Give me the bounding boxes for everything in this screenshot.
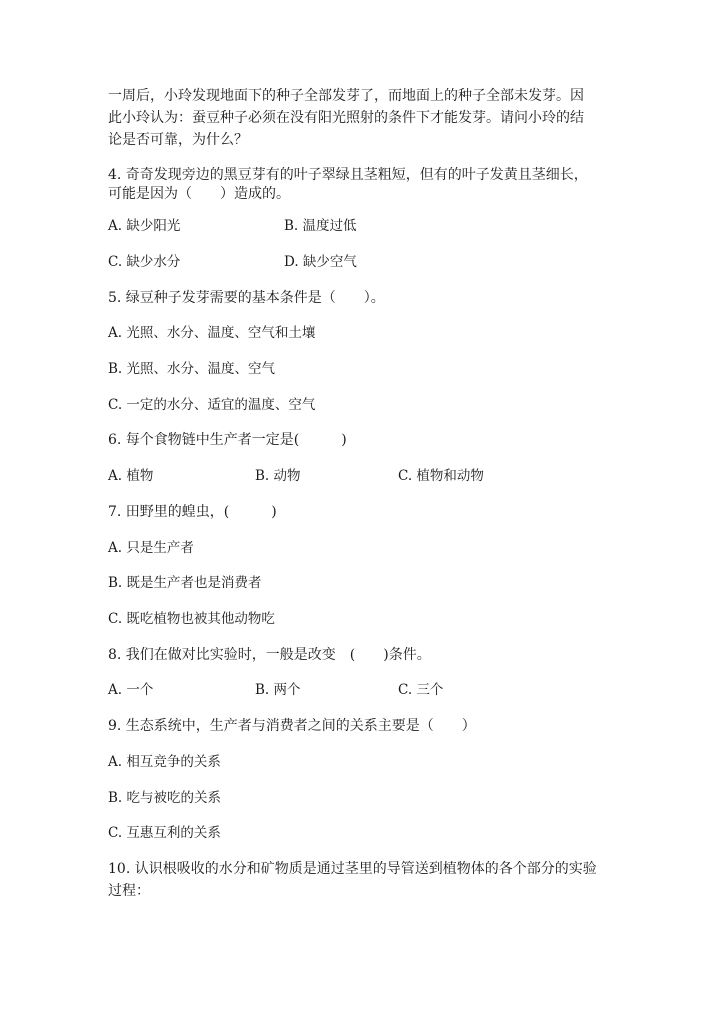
q6-option-c[interactable]: C. 植物和动物 xyxy=(398,468,484,484)
q6-stem: 6. 每个食物链中生产者一定是( ) xyxy=(108,432,347,448)
q7-option-a[interactable]: A. 只是生产者 xyxy=(108,540,194,556)
q8-option-a[interactable]: A. 一个 xyxy=(108,682,154,698)
q4-option-a[interactable]: A. 缺少阳光 xyxy=(108,218,181,234)
intro-line-2: 此小玲认为：蚕豆种子必须在没有阳光照射的条件下才能发芽。请问小玲的结 xyxy=(108,110,584,126)
q5-stem: 5. 绿豆种子发芽需要的基本条件是（ ）。 xyxy=(108,290,385,306)
intro-line-3: 论是否可靠，为什么？ xyxy=(108,132,248,148)
q4-option-d[interactable]: D. 缺少空气 xyxy=(284,254,357,270)
q4-option-b[interactable]: B. 温度过低 xyxy=(284,218,357,234)
q7-stem: 7. 田野里的蝗虫，( ) xyxy=(108,504,277,520)
q4-option-c[interactable]: C. 缺少水分 xyxy=(108,254,181,270)
q7-option-b[interactable]: B. 既是生产者也是消费者 xyxy=(108,575,262,591)
q5-option-b[interactable]: B. 光照、水分、温度、空气 xyxy=(108,361,276,377)
q6-option-b[interactable]: B. 动物 xyxy=(255,468,301,484)
q9-stem: 9. 生态系统中，生产者与消费者之间的关系主要是（ ） xyxy=(108,718,476,734)
q8-stem: 8. 我们在做对比实验时，一般是改变 ( )条件。 xyxy=(108,647,431,663)
q9-option-b[interactable]: B. 吃与被吃的关系 xyxy=(108,790,222,806)
q9-option-c[interactable]: C. 互惠互利的关系 xyxy=(108,825,221,841)
q8-option-b[interactable]: B. 两个 xyxy=(255,682,301,698)
q7-option-c[interactable]: C. 既吃植物也被其他动物吃 xyxy=(108,611,275,627)
q10-stem-line-1: 10. 认识根吸收的水分和矿物质是通过茎里的导管送到植物体的各个部分的实验 xyxy=(108,861,597,877)
q4-stem-line-1: 4. 奇奇发现旁边的黑豆芽有的叶子翠绿且茎粗短，但有的叶子发黄且茎细长， xyxy=(108,167,588,183)
intro-line-1: 一周后，小玲发现地面下的种子全部发芽了，而地面上的种子全部未发芽。因 xyxy=(108,88,584,104)
q9-option-a[interactable]: A. 相互竞争的关系 xyxy=(108,754,221,770)
q10-stem-line-2: 过程： xyxy=(108,883,150,899)
q5-option-c[interactable]: C. 一定的水分、适宜的温度、空气 xyxy=(108,397,316,413)
q8-option-c[interactable]: C. 三个 xyxy=(398,682,444,698)
q4-stem-line-2: 可能是因为（ ）造成的。 xyxy=(108,186,290,202)
q6-option-a[interactable]: A. 植物 xyxy=(108,468,154,484)
q5-option-a[interactable]: A. 光照、水分、温度、空气和土壤 xyxy=(108,325,316,341)
